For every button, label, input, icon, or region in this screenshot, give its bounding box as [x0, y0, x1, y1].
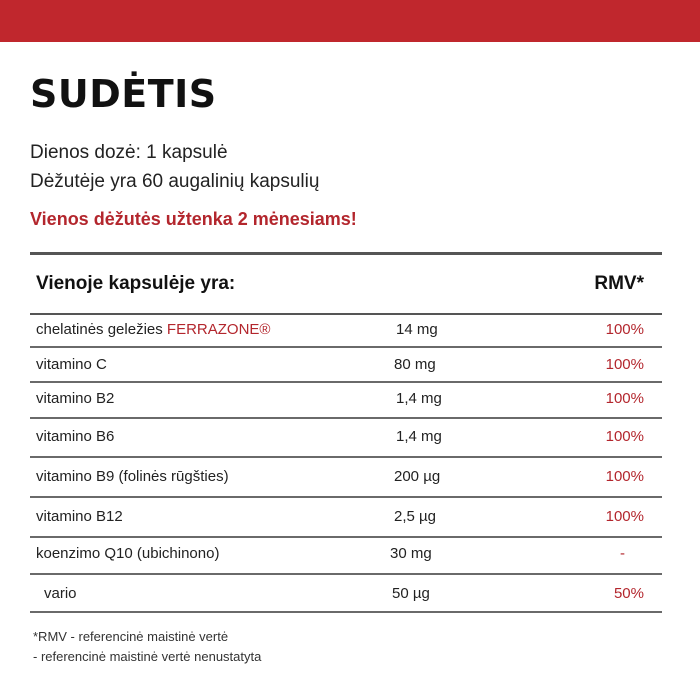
- ingredient-name: vitamino B12: [36, 508, 123, 525]
- ingredient-name: koenzimo Q10 (ubichinono): [36, 545, 220, 562]
- top-color-bar: [0, 0, 700, 42]
- ingredient-rmv: 100%: [605, 428, 644, 445]
- ingredient-amount: 200 µg: [394, 468, 441, 485]
- column-header-ingredient: Vienoje kapsulėje yra:: [36, 273, 236, 294]
- table-top-divider: [30, 252, 662, 255]
- box-contents-text: Dėžutėje yra 60 augalinių kapsulių: [30, 171, 320, 192]
- ingredient-amount: 1,4 mg: [396, 390, 442, 407]
- ingredient-rmv: 100%: [605, 321, 644, 338]
- footnote-rmv: *RMV - referencinė maistinė vertė: [33, 629, 229, 644]
- row-divider: [30, 496, 662, 498]
- ingredient-name: vitamino B6: [36, 428, 115, 445]
- duration-highlight: Vienos dėžutės užtenka 2 mėnesiams!: [30, 209, 357, 229]
- table-header-divider: [30, 313, 662, 315]
- ingredient-rmv: -: [620, 545, 625, 562]
- ingredient-rmv: 50%: [613, 585, 644, 602]
- row-divider: [30, 456, 662, 458]
- ingredient-name: chelatinės geležies FERRAZONE®: [36, 321, 271, 338]
- footnote-dash: - referencinė maistinė vertė nenustatyta: [33, 649, 262, 664]
- row-divider: [30, 573, 662, 575]
- ingredient-name: vitamino C: [36, 356, 107, 373]
- page-title: SUDĖTIS: [30, 72, 217, 116]
- ingredient-name: vitamino B2: [36, 390, 115, 407]
- ingredient-amount: 30 mg: [390, 545, 432, 562]
- ingredient-amount: 1,4 mg: [396, 428, 442, 445]
- row-divider: [30, 346, 662, 348]
- ingredient-amount: 80 mg: [394, 356, 436, 373]
- daily-dose-text: Dienos dozė: 1 kapsulė: [30, 142, 228, 163]
- brand-name: FERRAZONE®: [166, 321, 271, 338]
- row-divider: [30, 381, 662, 383]
- row-divider: [30, 417, 662, 419]
- ingredient-name: vario: [44, 585, 77, 602]
- ingredient-rmv: 100%: [605, 356, 644, 373]
- ingredient-amount: 50 µg: [392, 585, 430, 602]
- ingredient-name: vitamino B9 (folinės rūgšties): [36, 468, 229, 485]
- ingredient-rmv: 100%: [605, 390, 644, 407]
- ingredient-amount: 14 mg: [396, 321, 438, 338]
- row-divider: [30, 536, 662, 538]
- ingredient-amount: 2,5 µg: [394, 508, 437, 525]
- ingredient-rmv: 100%: [605, 508, 644, 525]
- column-header-rmv: RMV*: [594, 273, 644, 294]
- table-bottom-divider: [30, 611, 662, 613]
- ingredient-rmv: 100%: [605, 468, 644, 485]
